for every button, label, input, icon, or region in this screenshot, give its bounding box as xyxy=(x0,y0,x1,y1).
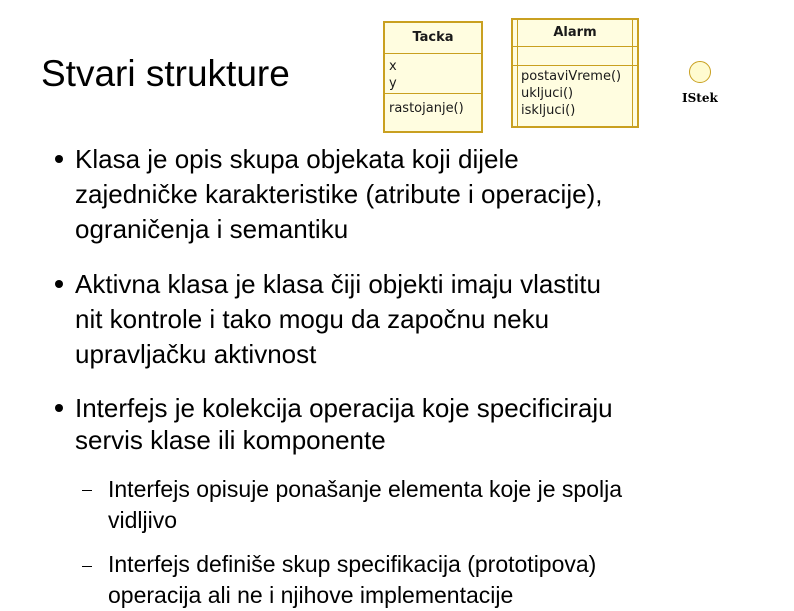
operation: rastojanje() xyxy=(389,101,464,116)
uml-active-class-alarm xyxy=(511,18,639,128)
bullet-line: nit kontrole i tako mogu da započnu neku xyxy=(75,304,550,334)
class-name: Alarm xyxy=(513,20,637,47)
bullet-dot-icon xyxy=(55,155,63,163)
interface-circle-icon xyxy=(689,61,711,83)
bullet-line: upravljačku aktivnost xyxy=(75,339,317,369)
class-name: Tacka xyxy=(385,23,481,54)
class-attributes xyxy=(513,47,637,66)
bullet-line: ograničenja i semantiku xyxy=(75,214,349,244)
sub-bullet-line: Interfejs opisuje ponašanje elementa koje je spolja xyxy=(108,476,622,502)
sub-bullet-line: vidljivo xyxy=(108,507,178,533)
slide-title: Stvari strukture xyxy=(41,53,290,94)
bullet-line: Klasa je opis skupa objekata koji dijele xyxy=(75,144,519,174)
active-class-border-left xyxy=(517,20,518,126)
active-class-border-right xyxy=(632,20,633,126)
sub-bullet-dash-icon xyxy=(82,566,92,567)
sub-bullet-line: operacija ali ne i njihove implementacije xyxy=(108,582,514,608)
bullet-line: zajedničke karakteristike (atribute i operacije), xyxy=(75,179,603,209)
bullet-dot-icon xyxy=(55,404,63,412)
attribute: x xyxy=(389,59,397,74)
operation: iskljuci() xyxy=(521,103,576,118)
operation: ukljuci() xyxy=(521,86,574,101)
bullet-line: servis klase ili komponente xyxy=(75,425,386,455)
bullet-dot-icon xyxy=(55,280,63,288)
operation: postaviVreme() xyxy=(521,69,622,84)
sub-bullet-line: Interfejs definiše skup specifikacija (prototipova) xyxy=(108,551,597,577)
interface-name: IStek xyxy=(682,91,718,105)
uml-class-tacka xyxy=(383,21,483,133)
sub-bullet-dash-icon xyxy=(82,490,92,491)
class-operations xyxy=(513,66,637,119)
bullet-line: Interfejs je kolekcija operacija koje specificiraju xyxy=(75,393,613,423)
class-operations xyxy=(385,94,481,117)
attribute: y xyxy=(389,76,397,91)
class-attributes xyxy=(385,54,481,94)
bullet-line: Aktivna klasa je klasa čiji objekti imaju vlastitu xyxy=(75,269,601,299)
